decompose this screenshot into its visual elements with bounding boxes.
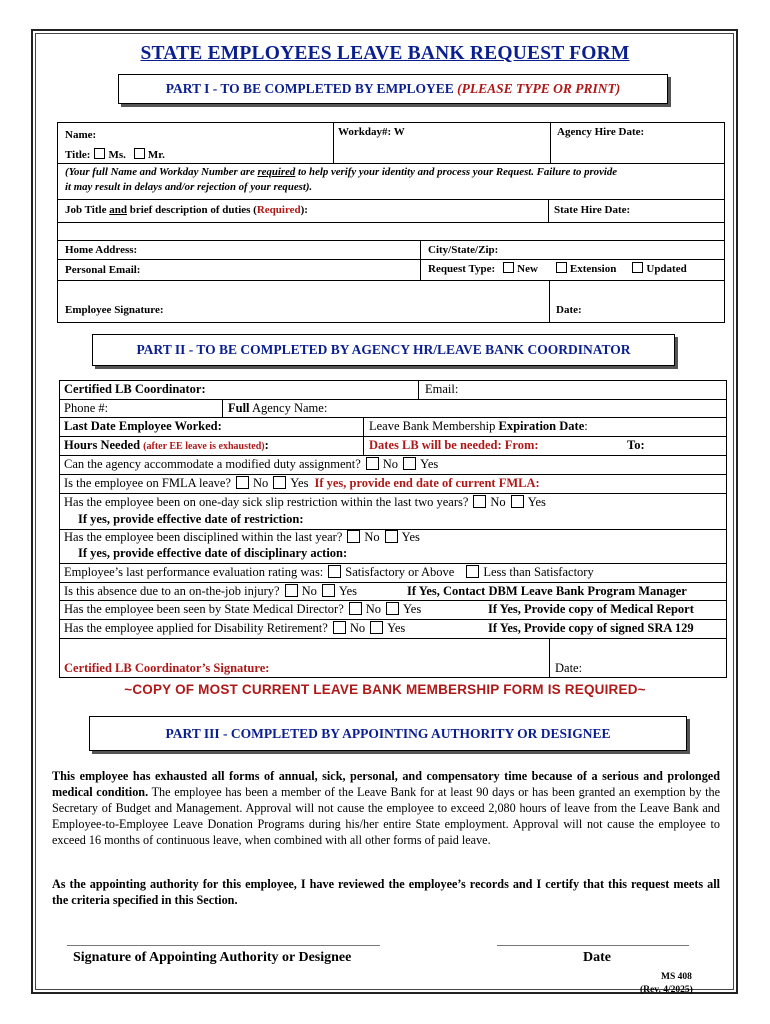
onjob-note: If Yes, Contact DBM Leave Bank Program Manager (407, 584, 687, 598)
employee-signature-label: Employee Signature: (65, 304, 164, 316)
identity-note-b: to help verify your identity and process your Request. Failure to provide (295, 166, 618, 178)
job-title-a: Job Title (65, 204, 110, 216)
sick-slip-yes-label: Yes (527, 495, 546, 509)
updated-label: Updated (646, 263, 687, 275)
coordinator-date-label: Date: (555, 661, 583, 675)
job-title-b: brief description of duties ( (126, 204, 257, 216)
q-performance-text: Employee’s last performance evaluation rating was: (64, 565, 324, 579)
updated-checkbox[interactable] (632, 262, 643, 273)
medical-yes-checkbox[interactable] (386, 602, 399, 615)
extension-label: Extension (569, 263, 617, 275)
q-fmla (64, 476, 540, 491)
hours-needed-colon: : (264, 438, 269, 452)
workday-label: Workday#: W (338, 126, 405, 138)
new-label: New (517, 263, 538, 275)
job-title-required: Required (256, 204, 301, 216)
sick-slip-yes-checkbox[interactable] (511, 495, 524, 508)
title-row (65, 148, 165, 162)
satisfactory-checkbox[interactable] (328, 565, 341, 578)
satisfactory-label: Satisfactory or Above (345, 565, 455, 579)
form-title: STATE EMPLOYEES LEAVE BANK REQUEST FORM (140, 43, 630, 64)
onjob-no-label: No (301, 584, 317, 598)
date-line (497, 945, 689, 946)
job-title-and: and (109, 204, 127, 216)
ms-label: Ms. (108, 149, 126, 161)
part3-header: PART III - COMPLETED BY APPOINTING AUTHORITY OR DESIGNEE (89, 716, 687, 751)
mr-checkbox[interactable] (134, 148, 145, 159)
fmla-note: If yes, provide end date of current FMLA: (314, 476, 540, 490)
q-fmla-text: Is the employee on FMLA leave? (64, 476, 231, 490)
agency-name-text: Agency Name: (249, 401, 328, 415)
q-disciplined-text: Has the employee been disciplined within the last year? (64, 530, 343, 544)
q-modified-duty (64, 457, 438, 472)
onjob-no-checkbox[interactable] (285, 584, 298, 597)
agency-name-full: Full (228, 401, 250, 415)
q-disciplined (64, 530, 420, 545)
q-onjob (64, 584, 357, 599)
state-hire-date-label: State Hire Date: (554, 204, 631, 216)
fmla-yes-checkbox[interactable] (273, 476, 286, 489)
part3-paragraph-1 (52, 768, 720, 848)
disability-no-checkbox[interactable] (333, 621, 346, 634)
onjob-yes-checkbox[interactable] (322, 584, 335, 597)
modified-no-checkbox[interactable] (366, 457, 379, 470)
phone-label: Phone #: (64, 401, 109, 415)
part2-header: PART II - TO BE COMPLETED BY AGENCY HR/LEAVE BANK COORDINATOR (92, 334, 675, 366)
sick-slip-note: If yes, provide effective date of restriction: (78, 512, 304, 526)
q-modified-text: Can the agency accommodate a modified duty assignment? (64, 457, 361, 471)
hours-needed-label (64, 438, 269, 454)
employee-date-label: Date: (556, 304, 582, 316)
identity-note-line2: it may result in delays and/or rejection of your request). (65, 181, 313, 193)
q-onjob-text: Is this absence due to an on-the-job injury? (64, 584, 280, 598)
medical-note: If Yes, Provide copy of Medical Report (488, 602, 694, 616)
sick-slip-no-label: No (490, 495, 506, 509)
dates-lb-label: Dates LB will be needed: From: (369, 438, 539, 452)
identity-note-a: (Your full Name and Workday Number are (65, 166, 258, 178)
membership-form-banner: ~COPY OF MOST CURRENT LEAVE BANK MEMBERSHIP FORM IS REQUIRED~ (124, 682, 646, 697)
q-sick-slip (64, 495, 546, 510)
disciplined-no-checkbox[interactable] (347, 530, 360, 543)
fmla-no-label: No (252, 476, 269, 490)
to-label: To: (627, 438, 645, 452)
identity-note (65, 166, 617, 179)
agency-name-label (228, 401, 327, 416)
appointing-date-label: Date (583, 950, 611, 965)
mr-label: Mr. (147, 149, 165, 161)
medical-no-label: No (365, 602, 382, 616)
disciplined-no-label: No (364, 530, 380, 544)
disability-no-label: No (349, 621, 366, 635)
disability-yes-checkbox[interactable] (370, 621, 383, 634)
part1-header-note: (PLEASE TYPE OR PRINT) (457, 81, 621, 96)
disciplined-note: If yes, provide effective date of disciplinary action: (78, 546, 348, 560)
fmla-no-checkbox[interactable] (236, 476, 249, 489)
part3-paragraph-2: As the appointing authority for this employee, I have reviewed the employee’s records and I certify that this request meets all the criteria specified in this Section. (52, 877, 720, 907)
last-date-label: Last Date Employee Worked: (64, 419, 222, 433)
lb-membership-label (369, 419, 588, 434)
new-checkbox[interactable] (503, 262, 514, 273)
fmla-yes-label: Yes (290, 476, 309, 490)
extension-checkbox[interactable] (556, 262, 567, 273)
medical-no-checkbox[interactable] (349, 602, 362, 615)
agency-hire-date-label: Agency Hire Date: (557, 126, 645, 138)
job-title-c: ): (300, 204, 308, 216)
email-label: Email: (425, 382, 459, 396)
hours-needed-text: Hours Needed (64, 438, 144, 452)
job-title-label (65, 204, 308, 217)
modified-yes-checkbox[interactable] (403, 457, 416, 470)
ms-checkbox[interactable] (94, 148, 105, 159)
q-medical (64, 602, 421, 617)
lb-membership-b: Expiration Date (498, 419, 585, 433)
request-type-label: Request Type: (428, 263, 496, 275)
part1-header (118, 74, 668, 104)
home-address-label: Home Address: (65, 244, 138, 256)
q-disability (64, 621, 405, 636)
part3-paragraph-1-bold: This employee has exhausted all forms of annual, sick, personal, and compensatory time because of a serious and prolonged medical condition. (52, 769, 720, 799)
q-performance (64, 565, 594, 580)
disciplined-yes-label: Yes (401, 530, 420, 544)
title-label: Title: (65, 149, 91, 161)
onjob-yes-label: Yes (338, 584, 358, 598)
q-disability-text: Has the employee applied for Disability Retirement? (64, 621, 328, 635)
form-number: MS 408 (661, 972, 692, 982)
signature-line (67, 945, 380, 946)
disciplined-yes-checkbox[interactable] (385, 530, 398, 543)
modified-yes-label: Yes (420, 457, 439, 471)
less-than-checkbox[interactable] (466, 565, 479, 578)
identity-note-required: required (257, 166, 296, 178)
part3-paragraph-1-rest: The employee has been a member of the Leave Bank for at least 90 days or has been granted an exemption by the Secretary of Budget and Management. Approval will not cause the employee to exceed 2,080 hours of leave from the Leave Bank and Employee-to-Employee Leave Donation Programs during his/her entire State employment. Approval will not cause the employee to exceed 16 months of continuous leave, when combined with all other forms of paid leave. (52, 785, 720, 847)
sick-slip-no-checkbox[interactable] (473, 495, 486, 508)
appointing-signature-label: Signature of Appointing Authority or Designee (73, 950, 352, 965)
request-type-row (428, 262, 687, 276)
q-sick-slip-text: Has the employee been on one-day sick slip restriction within the last two years? (64, 495, 469, 509)
q-medical-text: Has the employee been seen by State Medical Director? (64, 602, 344, 616)
coordinator-signature-label: Certified LB Coordinator’s Signature: (64, 661, 270, 675)
hours-needed-note: (after EE leave is exhausted) (143, 441, 265, 452)
less-than-label: Less than Satisfactory (483, 565, 594, 579)
lb-membership-a: Leave Bank Membership (369, 419, 499, 433)
lb-membership-c: : (584, 419, 588, 433)
part1-header-main: PART I - TO BE COMPLETED BY EMPLOYEE (165, 81, 458, 96)
city-state-zip-label: City/State/Zip: (428, 244, 499, 256)
name-label: Name: (65, 129, 97, 141)
form-revision: (Rev. 4/2025) (640, 985, 693, 995)
medical-yes-label: Yes (403, 602, 422, 616)
modified-no-label: No (382, 457, 399, 471)
certified-lb-label: Certified LB Coordinator: (64, 382, 206, 396)
personal-email-label: Personal Email: (65, 264, 141, 276)
disability-yes-label: Yes (387, 621, 406, 635)
disability-note: If Yes, Provide copy of signed SRA 129 (488, 621, 694, 635)
